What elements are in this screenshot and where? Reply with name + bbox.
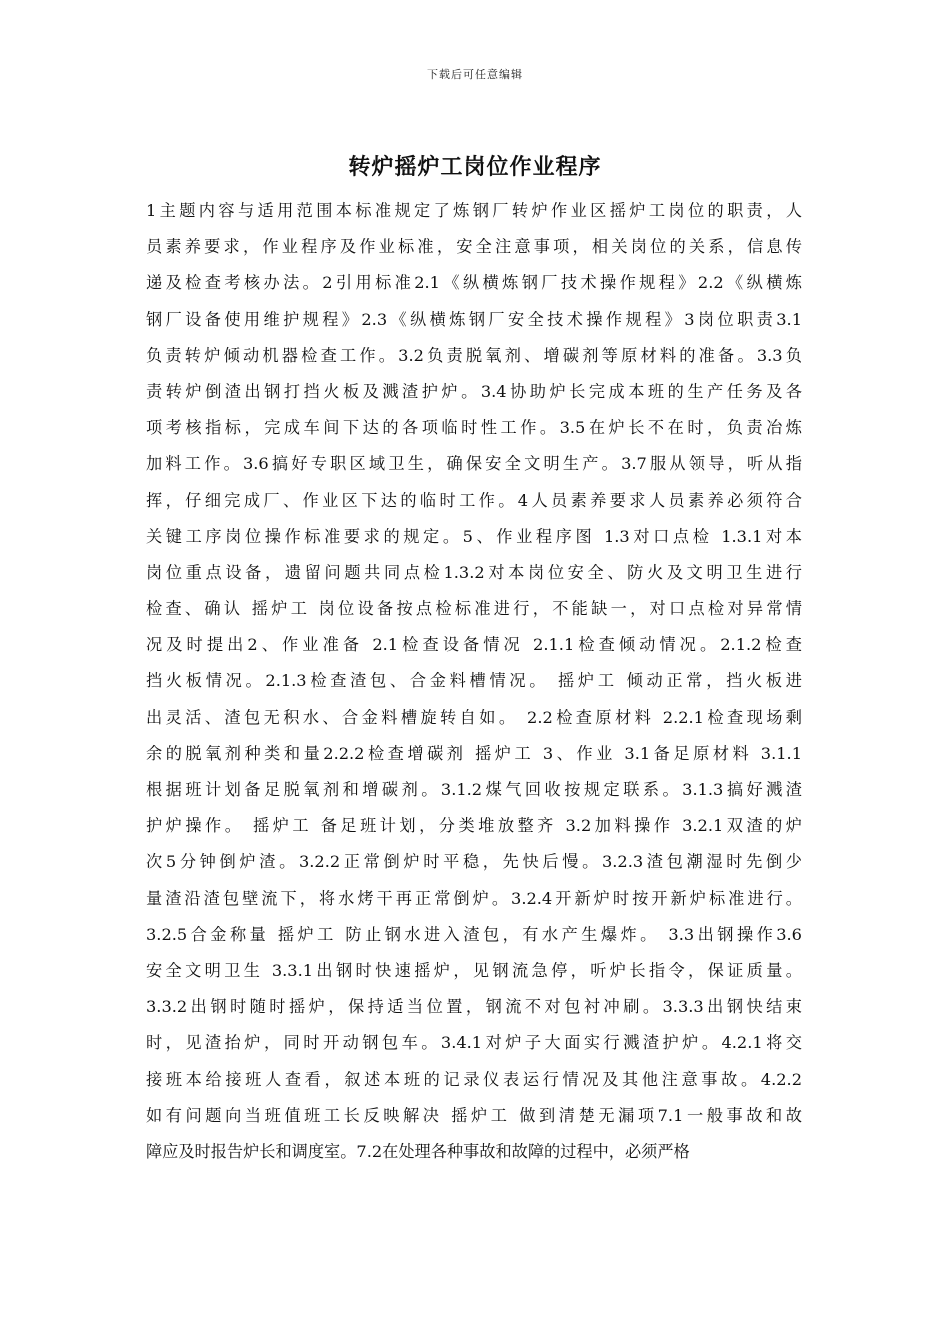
body-line: 时，见渣抬炉，同时开动钢包车。3.4.1对炉子大面实行溅渣护炉。4.2.1将交 <box>146 1033 802 1053</box>
body-line: 3.2.5合金称量 摇炉工 防止钢水进入渣包，有水产生爆炸。 3.3出钢操作3.6 <box>146 924 802 944</box>
body-line: 项考核指标，完成车间下达的各项临时性工作。3.5在炉长不在时，负责冶炼 <box>146 418 802 438</box>
body-line: 挡火板情况。2.1.3检查渣包、合金料槽情况。 摇炉工 倾动正常，挡火板进 <box>146 671 802 691</box>
body-line: 加料工作。3.6搞好专职区域卫生，确保安全文明生产。3.7服从领导，听从指 <box>146 454 802 474</box>
body-line: 根据班计划备足脱氧剂和增碳剂。3.1.2煤气回收按规定联系。3.1.3搞好溅渣 <box>146 780 802 799</box>
body-line: 责转炉倒渣出钢打挡火板及溅渣护炉。3.4协助炉长完成本班的生产任务及各 <box>146 381 802 401</box>
body-line: 出灵活、渣包无积水、合金料槽旋转自如。 2.2检查原材料 2.2.1检查现场剩 <box>146 707 802 727</box>
body-line: 接班本给接班人查看，叙述本班的记录仪表运行情况及其他注意事故。4.2.2 <box>146 1069 802 1089</box>
body-line: 安全文明卫生 3.3.1出钢时快速摇炉，见钢流急停，听炉长指令，保证质量。 <box>146 960 802 980</box>
body-line: 3.3.2出钢时随时摇炉，保持适当位置，钢流不对包衬冲刷。3.3.3出钢快结束 <box>146 997 802 1017</box>
body-line: 1主题内容与适用范围本标准规定了炼钢厂转炉作业区摇炉工岗位的职责，人 <box>146 201 802 220</box>
body-line: 负责转炉倾动机器检查工作。3.2负责脱氧剂、增碳剂等原材料的准备。3.3负 <box>146 345 802 365</box>
body-text <box>146 193 802 1170</box>
body-line: 如有问题向当班值班工长反映解决 摇炉工 做到清楚无漏项7.1一般事故和故 <box>146 1105 802 1125</box>
body-line: 挥，仔细完成厂、作业区下达的临时工作。4人员素养要求人员素养必须符合 <box>146 490 802 510</box>
body-line: 关键工序岗位操作标准要求的规定。5、作业程序图 1.3对口点检 1.3.1对本 <box>146 526 802 546</box>
body-line: 障应及时报告炉长和调度室。7.2在处理各种事故和故障的过程中，必须严格 <box>146 1141 690 1161</box>
body-line: 岗位重点设备，遗留问题共同点检1.3.2对本岗位安全、防火及文明卫生进行 <box>146 562 802 582</box>
body-line: 次5分钟倒炉渣。3.2.2正常倒炉时平稳，先快后慢。3.2.3渣包潮湿时先倒少 <box>146 852 802 872</box>
document-title: 转炉摇炉工岗位作业程序 <box>348 154 602 180</box>
body-line: 检查、确认 摇炉工 岗位设备按点检标准进行，不能缺一，对口点检对异常情 <box>146 599 802 619</box>
body-line: 钢厂设备使用维护规程》2.3《纵横炼钢厂安全技术操作规程》3岗位职责3.1 <box>146 309 802 329</box>
body-line: 员素养要求，作业程序及作业标准，安全注意事项，相关岗位的关系，信息传 <box>146 237 802 257</box>
body-line: 护炉操作。 摇炉工 备足班计划，分类堆放整齐 3.2加料操作 3.2.1双渣的炉 <box>146 816 802 836</box>
header-note: 下载后可任意编辑 <box>427 68 523 81</box>
body-line: 递及检查考核办法。2引用标准2.1《纵横炼钢厂技术操作规程》2.2《纵横炼 <box>146 273 802 293</box>
body-line: 量渣沿渣包壁流下，将水烤干再正常倒炉。3.2.4开新炉时按开新炉标准进行。 <box>146 888 802 908</box>
body-line: 况及时提出2、作业准备 2.1检查设备情况 2.1.1检查倾动情况。2.1.2检查 <box>146 635 802 655</box>
body-line: 余的脱氧剂种类和量2.2.2检查增碳剂 摇炉工 3、作业 3.1备足原材料 3.1.1 <box>146 743 802 763</box>
